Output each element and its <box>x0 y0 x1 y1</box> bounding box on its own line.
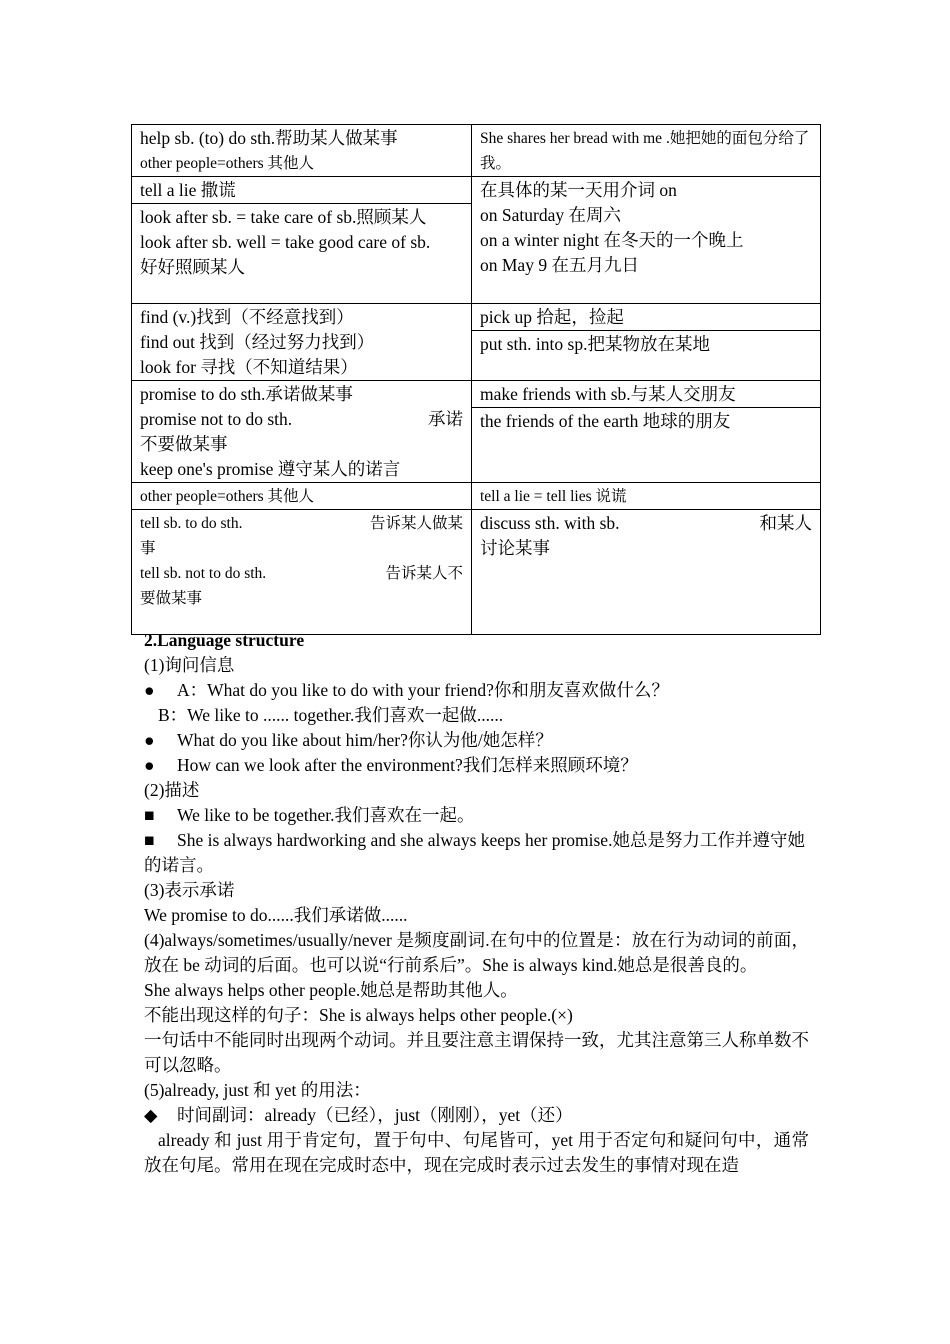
dialogue-line: B：We like to ...... together.我们喜欢一起做...... <box>158 705 504 725</box>
list-item-text: How can we look after the environment?我们怎样来照顾环境？ <box>177 755 638 775</box>
bullet-diamond-icon: ◆ <box>144 1105 158 1125</box>
phrase-meaning: 事 <box>140 540 156 557</box>
table-cell <box>472 304 821 331</box>
phrase: the friends of the earth 地球的朋友 <box>480 411 731 431</box>
list-item <box>144 1103 809 1128</box>
phrase-split <box>480 511 812 536</box>
table-cell <box>472 483 821 510</box>
bullet-square-icon: ■ <box>144 805 155 825</box>
paragraph: already 和 just 用于肯定句，置于句中、句尾皆可，yet 用于否定句和疑问句中，通常放在句尾。常用在现在完成时态中，现在完成时表示过去发生的事情对现在造 <box>144 1130 809 1175</box>
paragraph: She always helps other people.她总是帮助其他人。 <box>144 980 518 1000</box>
phrase: 好好照顾某人 <box>140 257 245 277</box>
table-cell <box>132 483 472 510</box>
list-item <box>144 678 809 703</box>
bullet-dot-icon: ● <box>144 730 155 750</box>
phrase-split <box>140 561 463 586</box>
phrase: find out 找到（经过努力找到） <box>140 332 375 352</box>
table-cell <box>472 510 821 635</box>
phrase: help sb. (to) do sth.帮助某人做某事 <box>140 128 398 148</box>
phrase: look after sb. = take care of sb.照顾某人 <box>140 207 427 227</box>
table-cell <box>472 381 821 408</box>
phrase: keep one's promise 遵守某人的诺言 <box>140 459 401 479</box>
section-title: 2.Language structure <box>144 630 305 650</box>
phrase: promise to do sth.承诺做某事 <box>140 384 353 404</box>
table-row <box>132 483 821 510</box>
phrase-meaning: 承诺 <box>428 409 463 429</box>
phrase-split <box>140 511 463 536</box>
phrase: tell sb. not to do sth. <box>140 565 267 582</box>
table-row <box>132 304 821 331</box>
phrase: tell a lie 撒谎 <box>140 180 236 200</box>
paragraph: 一句话中不能同时出现两个动词。并且要注意主谓保持一致，尤其注意第三人称单数不可以忽略。 <box>144 1030 809 1075</box>
subsection-title: (2)描述 <box>144 780 200 800</box>
phrase: promise not to do sth. <box>140 409 293 429</box>
list-item <box>144 828 809 878</box>
phrase-split <box>140 407 463 432</box>
phrase: look for 寻找（不知道结果） <box>140 357 358 377</box>
table-cell <box>132 204 472 304</box>
bullet-square-icon: ■ <box>144 830 155 850</box>
table-row <box>132 125 821 177</box>
list-item-text: What do you like about him/her?你认为他/她怎样？ <box>177 730 553 750</box>
list-item <box>144 753 809 778</box>
note-line: on May 9 在五月九日 <box>480 255 639 275</box>
phrase-meaning: 讨论某事 <box>480 538 550 558</box>
bullet-dot-icon: ● <box>144 755 155 775</box>
table-cell <box>472 331 821 381</box>
phrase: discuss sth. with sb. <box>480 513 620 533</box>
table-cell <box>132 125 472 177</box>
phrase: pick up 拾起，捡起 <box>480 307 624 327</box>
paragraph: We promise to do......我们承诺做...... <box>144 905 408 925</box>
phrase: look after sb. well = take good care of sb. <box>140 232 431 252</box>
list-item <box>144 803 809 828</box>
table-cell <box>132 304 472 381</box>
vocabulary-table <box>131 124 821 635</box>
table-cell <box>472 408 821 483</box>
list-item-text: 时间副词：already（已经），just（刚刚），yet（还） <box>177 1105 573 1125</box>
phrase: put sth. into sp.把某物放在某地 <box>480 334 710 354</box>
phrase: other people=others 其他人 <box>140 155 315 172</box>
phrase-meaning: 不要做某事 <box>140 434 228 454</box>
table-cell <box>132 510 472 635</box>
phrase: tell a lie = tell lies 说谎 <box>480 488 627 505</box>
table-row <box>132 510 821 635</box>
table-row <box>132 381 821 408</box>
note-line: on a winter night 在冬天的一个晚上 <box>480 230 744 250</box>
phrase: other people=others 其他人 <box>140 488 315 505</box>
phrase-meaning: 和某人 <box>759 513 812 533</box>
phrase: find (v.)找到（不经意找到） <box>140 307 354 327</box>
note-line: 在具体的某一天用介词 on <box>480 180 677 200</box>
phrase-meaning: 告诉某人做某 <box>369 515 463 532</box>
bullet-dot-icon: ● <box>144 680 155 700</box>
table-cell <box>472 177 821 304</box>
table-cell <box>472 125 821 177</box>
subsection-title: (1)询问信息 <box>144 655 235 675</box>
paragraph: (4)always/sometimes/usually/never 是频度副词.在句中的位置是：放在行为动词的前面，放在 be 动词的后面。也可以说“行前系后”。She is always kind.她总是很善良的。 <box>144 930 809 975</box>
phrase: make friends with sb.与某人交朋友 <box>480 384 736 404</box>
paragraph: 不能出现这样的句子：She is always helps other people.(×) <box>144 1005 573 1025</box>
list-item-text: We like to be together.我们喜欢在一起。 <box>177 805 475 825</box>
note-line: on Saturday 在周六 <box>480 205 621 225</box>
table-cell <box>132 381 472 483</box>
table-cell <box>132 177 472 204</box>
subsection-title: (3)表示承诺 <box>144 880 235 900</box>
list-item-text: She is always hardworking and she always keeps her promise.她总是努力工作并遵守她的诺言。 <box>144 830 805 875</box>
phrase: tell sb. to do sth. <box>140 515 243 532</box>
subsection-title: (5)already, just 和 yet 的用法： <box>144 1080 371 1100</box>
example-sentence: She shares her bread with me .她把她的面包分给了我。 <box>480 130 810 172</box>
language-structure-section <box>144 628 809 1178</box>
list-item-text: A：What do you like to do with your friend?你和朋友喜欢做什么？ <box>177 680 669 700</box>
table-row <box>132 177 821 204</box>
phrase-meaning: 告诉某人不 <box>385 565 463 582</box>
phrase-meaning: 要做某事 <box>140 590 203 607</box>
list-item <box>144 728 809 753</box>
